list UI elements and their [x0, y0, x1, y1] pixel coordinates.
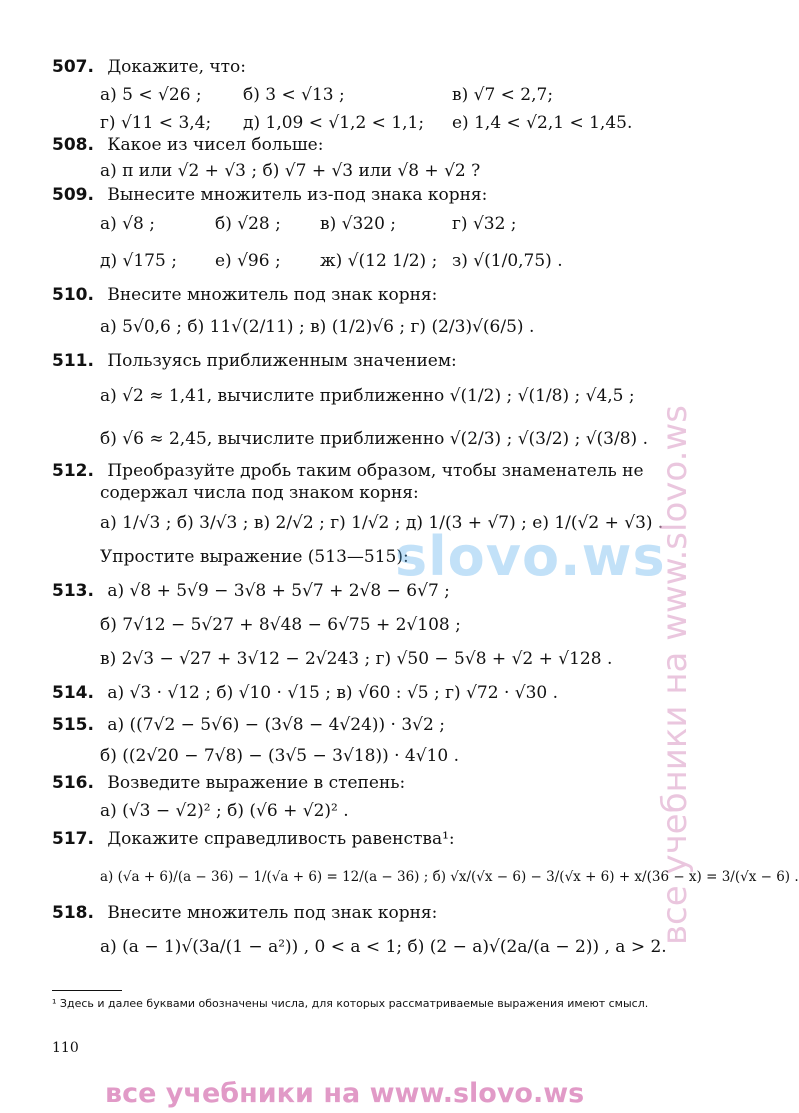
problem-number: 513. [52, 581, 94, 601]
problem-text: Какое из чисел больше: [107, 135, 324, 155]
problem-number: 518. [52, 903, 94, 923]
problem-509 [52, 184, 487, 206]
problem-510 [52, 284, 437, 306]
item-515b: б) ((2√20 − 7√8) − (3√5 − 3√18)) · 4√10 . [100, 746, 460, 766]
problem-518 [52, 902, 437, 924]
item-509c: в) √320 ; [320, 214, 397, 234]
item-511b: б) √6 ≈ 2,45, вычислите приближенно √(2/3) ; √(3/2) ; √(3/8) . [100, 429, 648, 449]
item-510: а) 5√0,6 ; б) 11√(2/11) ; в) (1/2)√6 ; г) (2/3)√(6/5) . [100, 317, 535, 337]
problem-number: 510. [52, 285, 94, 305]
problem-text: Пользуясь приближенным значением: [107, 351, 457, 371]
problem-number: 516. [52, 773, 94, 793]
problem-number: 507. [52, 57, 94, 77]
item-507f: е) 1,4 < √2,1 < 1,45. [452, 113, 633, 133]
item-507a: а) 5 < √26 ; [100, 85, 202, 105]
item-509f: е) √96 ; [215, 251, 281, 271]
item-509g: ж) √(12 1/2) ; [320, 251, 438, 271]
problem-text: Внесите множитель под знак корня: [107, 903, 438, 923]
item-509b: б) √28 ; [215, 214, 281, 234]
problem-number: 517. [52, 829, 94, 849]
problem-text: Внесите множитель под знак корня: [107, 285, 438, 305]
problem-text: Возведите выражение в степень: [107, 773, 406, 793]
item-507b: б) 3 < √13 ; [243, 85, 345, 105]
problem-516 [52, 772, 405, 794]
problem-512 [52, 460, 644, 482]
problem-text: а) √3 · √12 ; б) √10 · √15 ; в) √60 : √5 ; г) √72 · √30 . [107, 683, 559, 703]
watermark-center: slovo.ws [395, 525, 666, 588]
watermark-bottom: все учебники на www.slovo.ws [105, 1078, 585, 1109]
problem-511 [52, 350, 457, 372]
item-511a: а) √2 ≈ 1,41, вычислите приближенно √(1/2) ; √(1/8) ; √4,5 ; [100, 386, 635, 406]
footnote: ¹ Здесь и далее буквами обозначены числа, для которых рассматриваемые выражения имеют смысл. [52, 997, 649, 1010]
problem-number: 515. [52, 715, 94, 735]
watermark-side: все учебники на www.slovo.ws [655, 405, 695, 945]
problem-508 [52, 134, 323, 156]
item-508: а) π или √2 + √3 ; б) √7 + √3 или √8 + √2 ? [100, 161, 481, 181]
problem-number: 512. [52, 461, 94, 481]
problem-number: 511. [52, 351, 94, 371]
problem-number: 508. [52, 135, 94, 155]
item-516: а) (√3 − √2)² ; б) (√6 + √2)² . [100, 801, 349, 821]
problem-text: а) √8 + 5√9 − 3√8 + 5√7 + 2√8 − 6√7 ; [107, 581, 450, 601]
page-number: 110 [52, 1040, 79, 1056]
problem-text: Докажите справедливость равенства¹: [107, 829, 455, 849]
item-518: а) (a − 1)√(3a/(1 − a²)) , 0 < a < 1; б) (2 − a)√(2a/(a − 2)) , a > 2. [100, 937, 667, 957]
item-507d: г) √11 < 3,4; [100, 113, 212, 133]
item-513b: б) 7√12 − 5√27 + 8√48 − 6√75 + 2√108 ; [100, 615, 461, 635]
problem-515 [52, 714, 445, 736]
item-513c: в) 2√3 − √27 + 3√12 − 2√243 ; г) √50 − 5√8 + √2 + √128 . [100, 649, 613, 669]
problem-text: Вынесите множитель из-под знака корня: [107, 185, 488, 205]
item-509d: г) √32 ; [452, 214, 517, 234]
item-517: а) (√a + 6)/(a − 36) − 1/(√a + 6) = 12/(a − 36) ; б) √x/(√x − 6) − 3/(√x + 6) + x/(36 − x) = 3/(√x − 6) . [100, 869, 799, 885]
problem-number: 509. [52, 185, 94, 205]
problem-text: а) ((7√2 − 5√6) − (3√8 − 4√24)) · 3√2 ; [107, 715, 445, 735]
problem-514 [52, 682, 558, 704]
item-512-cont: содержал числа под знаком корня: [100, 483, 419, 503]
item-512: а) 1/√3 ; б) 3/√3 ; в) 2/√2 ; г) 1/√2 ; д) 1/(3 + √7) ; е) 1/(√2 + √3) . [100, 513, 664, 533]
item-509h: з) √(1/0,75) . [452, 251, 563, 271]
item-507e: д) 1,09 < √1,2 < 1,1; [243, 113, 425, 133]
problem-text: Докажите, что: [107, 57, 247, 77]
problem-517 [52, 828, 455, 850]
problem-number: 514. [52, 683, 94, 703]
item-507c: в) √7 < 2,7; [452, 85, 554, 105]
section-intro: Упростите выражение (513—515): [100, 547, 409, 567]
footnote-rule [52, 990, 122, 991]
item-509a: а) √8 ; [100, 214, 155, 234]
problem-text: Преобразуйте дробь таким образом, чтобы знаменатель не [107, 461, 644, 481]
item-509e: д) √175 ; [100, 251, 177, 271]
problem-507 [52, 56, 246, 78]
problem-513 [52, 580, 450, 602]
